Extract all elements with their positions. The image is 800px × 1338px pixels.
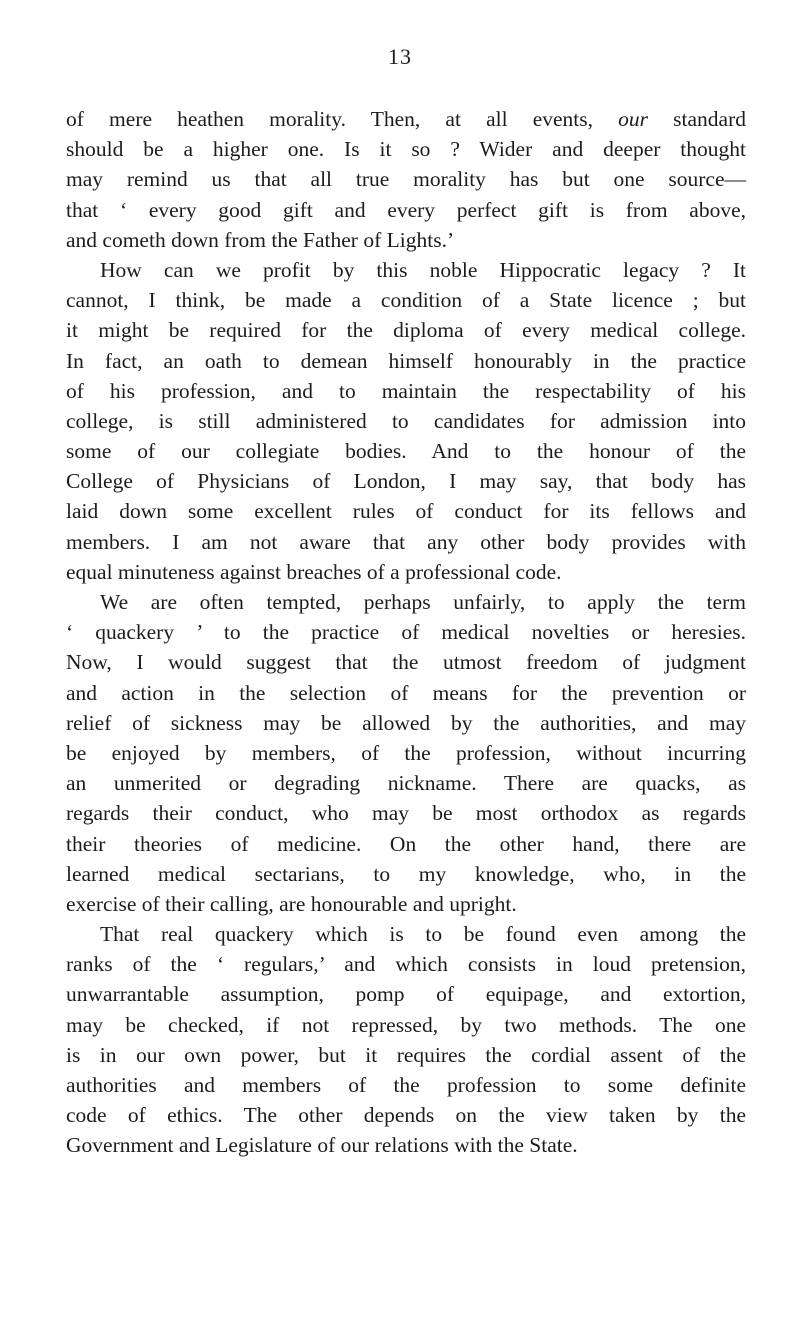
text-line: Government and Legislature of our relations with the State.: [66, 1133, 578, 1158]
text-line: and action in the selection of means for the prevention or: [66, 680, 746, 705]
italic-word: our: [618, 107, 649, 131]
text-line: it might be required for the diploma of every medical college.: [66, 318, 746, 343]
text-line: college, is still administered to candidates for admission into: [66, 408, 746, 433]
text-line: That real quackery which is to be found even among the: [100, 922, 746, 947]
text-line: We are often tempted, perhaps unfairly, to apply the term: [100, 590, 746, 614]
text-line: learned medical sectarians, to my knowledge, who, in the: [66, 861, 746, 886]
text-line: regards their conduct, who may be most orthodox as regards: [66, 801, 746, 826]
text-line: some of our collegiate bodies. And to the honour of the: [66, 439, 746, 464]
text-line: ranks of the ‘ regulars,’ and which consists in loud pretension,: [66, 952, 746, 977]
text-segment: standard: [648, 107, 746, 131]
body-text: [66, 104, 746, 1161]
text-line: members. I am not aware that any other body provides with: [66, 529, 746, 554]
text-line: and cometh down from the Father of Lights.’: [66, 227, 455, 252]
text-line: may be checked, if not repressed, by two methods. The one: [66, 1012, 746, 1037]
text-line: be enjoyed by members, of the profession, without incurring: [66, 740, 746, 765]
text-line: an unmerited or degrading nickname. There are quacks, as: [66, 771, 746, 796]
text-line: cannot, I think, be made a condition of a State licence ; but: [66, 288, 746, 313]
text-line: of his profession, and to maintain the respectability of his: [66, 378, 746, 403]
text-line: code of ethics. The other depends on the view taken by the: [66, 1103, 746, 1128]
text-line: In fact, an oath to demean himself honourably in the practice: [66, 348, 746, 373]
text-line: may remind us that all true morality has but one source—: [66, 167, 746, 192]
text-line: unwarrantable assumption, pomp of equipage, and extortion,: [66, 982, 746, 1007]
text-line: exercise of their calling, are honourable and upright.: [66, 891, 517, 916]
text-line: relief of sickness may be allowed by the authorities, and may: [66, 710, 746, 735]
text-line: College of Physicians of London, I may say, that body has: [66, 469, 746, 494]
text-line: that ‘ every good gift and every perfect gift is from above,: [66, 197, 746, 222]
page-number: 13: [388, 44, 412, 69]
text-line: laid down some excellent rules of conduct for its fellows and: [66, 499, 746, 524]
text-line: is in our own power, but it requires the cordial assent of the: [66, 1042, 746, 1067]
text-line: ‘ quackery ’ to the practice of medical novelties or heresies.: [66, 620, 746, 645]
text-line: their theories of medicine. On the other hand, there are: [66, 831, 746, 856]
text-line: should be a higher one. Is it so ? Wider and deeper thought: [66, 137, 746, 162]
text-line: [66, 104, 746, 134]
text-line: Now, I would suggest that the utmost freedom of judgment: [66, 650, 746, 675]
text-line: authorities and members of the profession to some definite: [66, 1073, 746, 1097]
text-line: equal minuteness against breaches of a professional code.: [66, 559, 562, 584]
text-segment: of mere heathen morality. Then, at all events,: [66, 107, 619, 131]
text-line: How can we profit by this noble Hippocratic legacy ? It: [100, 257, 746, 282]
